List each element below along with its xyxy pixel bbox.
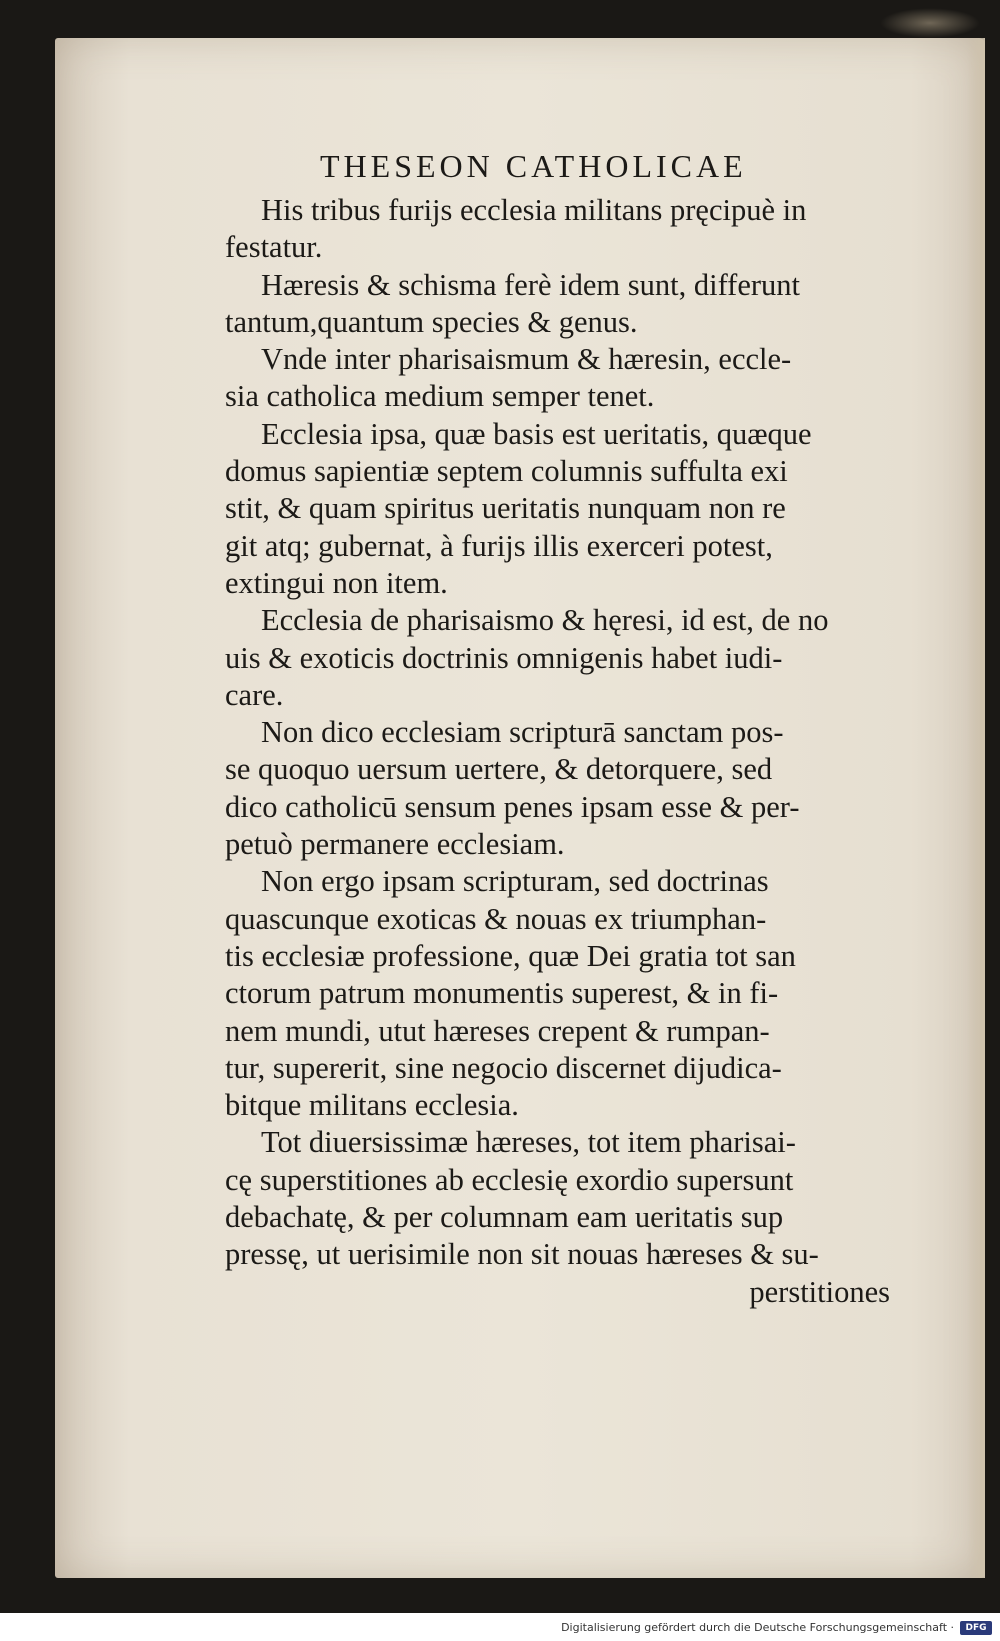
text-line: uis & exoticis doctrinis omnigenis habet iudi- xyxy=(225,640,783,675)
text-line: dico catholicū sensum penes ipsam esse & per- xyxy=(225,789,800,824)
page-edge xyxy=(967,38,985,1578)
text-line: care. xyxy=(225,677,284,712)
text-line: Non ergo ipsam scripturam, sed doctrinas xyxy=(261,864,769,899)
text-line: His tribus furĳs ecclesia militans pręcipuè in xyxy=(261,193,807,227)
text-line: Ecclesia ipsa, quæ basis est ueritatis, quæque xyxy=(261,416,812,451)
text-line: se quoquo uersum uertere, & detorquere, sed xyxy=(225,752,773,787)
text-line: tis ecclesiæ professione, quæ Dei gratia tot san xyxy=(225,938,796,973)
dfg-logo: DFG xyxy=(960,1621,992,1635)
text-line: debachatę, & per columnam eam ueritatis sup xyxy=(225,1200,784,1235)
text-line: nem mundi, utut hæreses crepent & rumpan- xyxy=(225,1013,770,1048)
text-line: cę superstitiones ab ecclesię exordio supersunt xyxy=(225,1162,794,1197)
text-line: ctorum patrum monumentis superest, & in fi- xyxy=(225,976,779,1011)
text-line: domus sapientiæ septem columnis suffulta exi xyxy=(225,454,788,489)
running-head: THESEON CATHOLICAE xyxy=(320,148,747,184)
text-line: festatur. xyxy=(225,230,323,265)
text-line: bitque militans ecclesia. xyxy=(225,1088,519,1123)
text-block xyxy=(225,192,945,1311)
funding-note: Digitalisierung gefördert durch die Deutsche Forschungsgemeinschaft · xyxy=(561,1621,954,1634)
text-line: tur, supererit, sine negocio discernet dĳudica- xyxy=(225,1050,782,1085)
text-line: Non dico ecclesiam scripturā sanctam pos- xyxy=(261,715,784,750)
text-line: sia catholica medium semper tenet. xyxy=(225,379,655,414)
text-line: git atq; gubernat, à furĳs illis exerceri potest, xyxy=(225,528,773,563)
text-line: stit, & quam spiritus ueritatis nunquam non re xyxy=(225,491,786,526)
catchword: perstitiones xyxy=(749,1274,890,1309)
text-line: Hæresis & schisma ferè idem sunt, differunt xyxy=(261,267,801,302)
text-line: pressę, ut uerisimile non sit nouas hæreses & su- xyxy=(225,1237,819,1272)
text-line: Tot diuersissimæ hæreses, tot item pharisai- xyxy=(261,1125,796,1160)
footer-bar xyxy=(0,1613,1000,1641)
text-line: petuò permanere ecclesiam. xyxy=(225,827,565,862)
text-line: tantum,quantum species & genus. xyxy=(225,304,638,339)
text-line: quascunque exoticas & nouas ex triumphan- xyxy=(225,901,767,936)
text-line: extingui non item. xyxy=(225,565,448,600)
text-line: Vnde inter pharisaismum & hæresin, eccle- xyxy=(261,342,792,377)
text-line: Ecclesia de pharisaismo & hęresi, id est, de no xyxy=(261,603,829,638)
page-corner-shadow xyxy=(880,8,980,38)
